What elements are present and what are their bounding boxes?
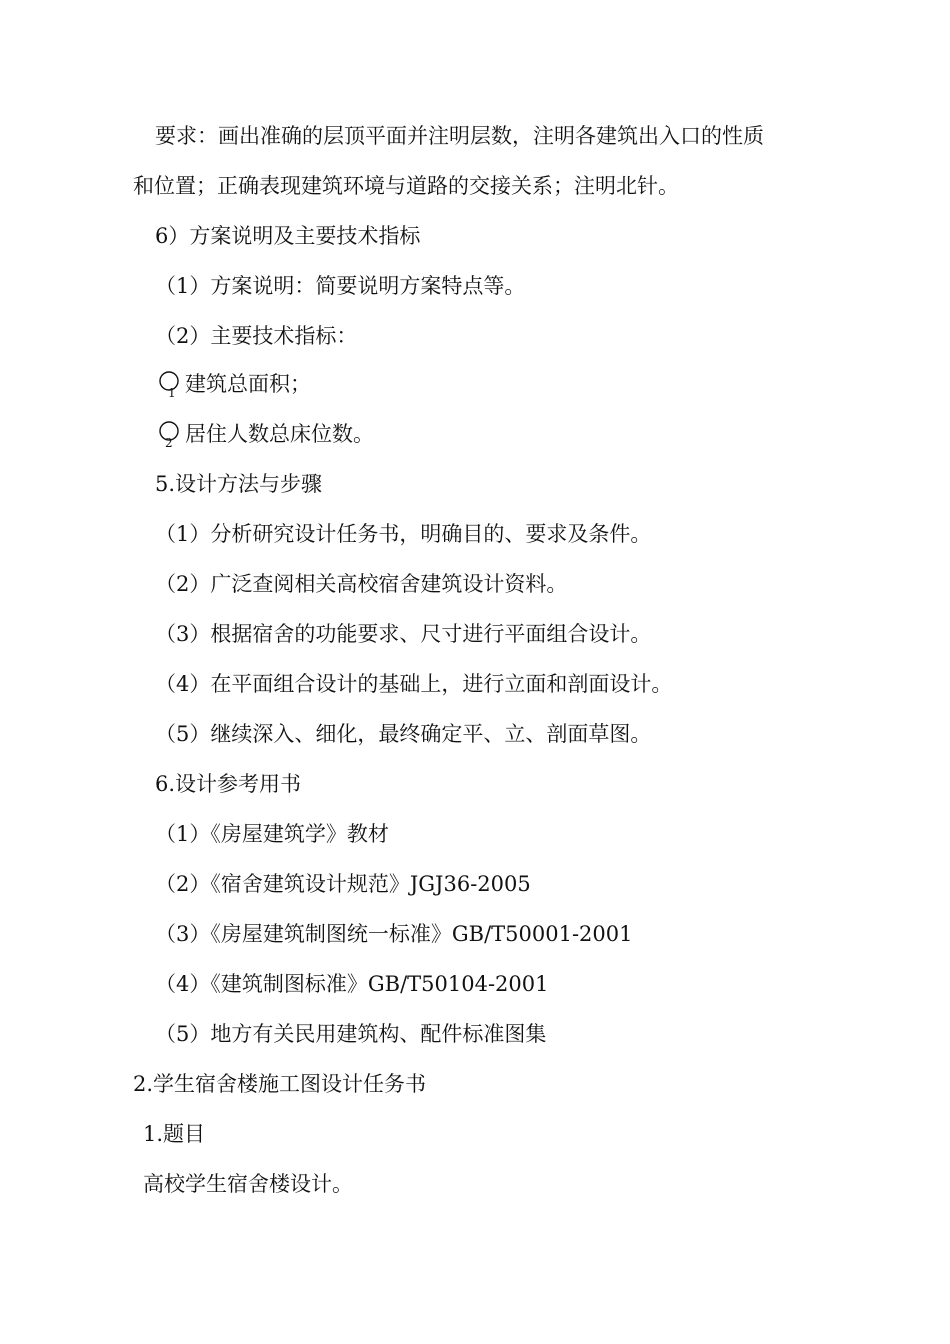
- circled-item-text: 居住人数总床位数。: [185, 422, 374, 446]
- list-item: （1）方案说明：简要说明方案特点等。: [155, 274, 526, 298]
- svg-text:2: 2: [165, 436, 173, 450]
- list-item: （4）在平面组合设计的基础上，进行立面和剖面设计。: [155, 672, 673, 696]
- part-heading: 2.学生宿舍楼施工图设计任务书: [133, 1072, 427, 1096]
- reference-item: （2）《宿舍建筑设计规范》JGJ36-2005: [155, 872, 531, 896]
- svg-text:1: 1: [168, 386, 176, 400]
- reference-item: （1）《房屋建筑学》教材: [155, 822, 389, 846]
- reference-item: （4）《建筑制图标准》GB/T50104-2001: [155, 972, 549, 996]
- circled-list-item: [158, 420, 374, 448]
- circled-number-icon: [158, 370, 182, 400]
- list-item: （2）主要技术指标：: [155, 324, 358, 348]
- section-heading: 5.设计方法与步骤: [155, 472, 323, 496]
- circled-item-text: 建筑总面积；: [185, 372, 311, 396]
- list-item: （2）广泛查阅相关高校宿舍建筑设计资料。: [155, 572, 568, 596]
- list-item: （5）继续深入、细化，最终确定平、立、剖面草图。: [155, 722, 652, 746]
- section-heading: 6）方案说明及主要技术指标: [155, 224, 421, 248]
- list-item: （3）根据宿舍的功能要求、尺寸进行平面组合设计。: [155, 622, 652, 646]
- circled-number-icon: [158, 420, 182, 450]
- list-item: （1）分析研究设计任务书，明确目的、要求及条件。: [155, 522, 652, 546]
- paragraph-line: 和位置；正确表现建筑环境与道路的交接关系；注明北针。: [133, 174, 679, 198]
- paragraph-line: 要求：画出准确的层顶平面并注明层数，注明各建筑出入口的性质: [155, 124, 764, 148]
- sub-heading: 1.题目: [143, 1122, 206, 1146]
- paragraph-line: 高校学生宿舍楼设计。: [143, 1172, 353, 1196]
- reference-item: （5）地方有关民用建筑构、配件标准图集: [155, 1022, 547, 1046]
- section-heading: 6.设计参考用书: [155, 772, 302, 796]
- circled-list-item: [158, 370, 311, 398]
- reference-item: （3）《房屋建筑制图统一标准》GB/T50001-2001: [155, 922, 633, 946]
